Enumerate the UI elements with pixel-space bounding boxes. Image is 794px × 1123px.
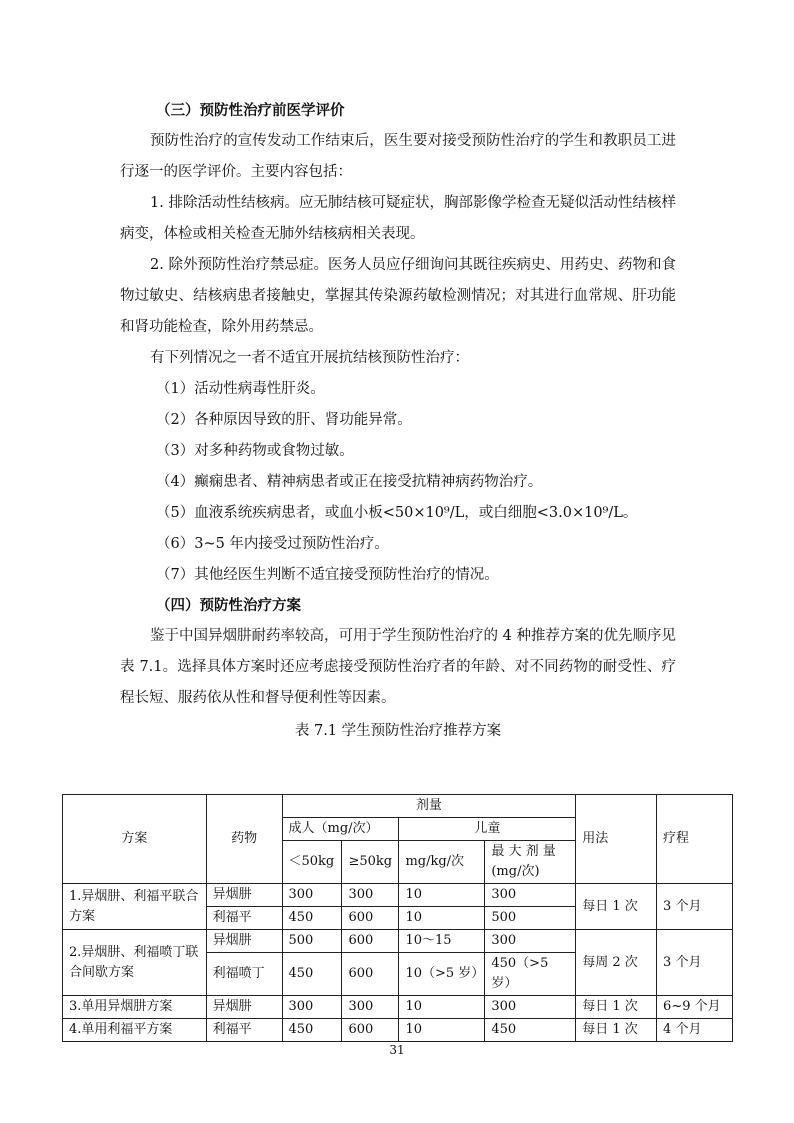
section-heading-3: （三）预防性治疗前医学评价	[156, 103, 345, 119]
table-caption: 表 7.1 学生预防性治疗推荐方案	[294, 723, 502, 739]
list-item: （5）血液系统疾病患者，或血小板<50×10⁹/L，或白细胞<3.0×10⁹/L。	[156, 505, 638, 521]
cell: 300	[282, 884, 342, 907]
row-plan: 2.异烟肼、利福喷丁联合间歇方案	[63, 930, 207, 996]
header-ge50: ≥50kg	[342, 841, 399, 884]
row-plan: 3.单用异烟肼方案	[63, 996, 207, 1019]
header-drug: 药物	[206, 795, 282, 884]
paragraph: 有下列情况之一者不适宜开展抗结核预防性治疗：	[150, 350, 469, 366]
cell: 300	[282, 996, 342, 1019]
row-plan: 4.单用利福平方案	[63, 1019, 207, 1042]
regimen-table	[62, 794, 733, 1042]
cell: 300	[485, 996, 576, 1019]
cell-course: 4 个月	[657, 1019, 733, 1042]
cell: 10～15	[399, 930, 485, 953]
cell: 600	[342, 953, 399, 996]
cell: 300	[342, 996, 399, 1019]
cell: 500	[485, 907, 576, 930]
list-item: （4）癫痫患者、精神病患者或正在接受抗精神病药物治疗。	[156, 474, 543, 490]
cell-drug: 异烟肼	[206, 996, 282, 1019]
cell-course: 3 个月	[657, 884, 733, 930]
cell-drug: 利福喷丁	[206, 953, 282, 996]
list-item: （3）对多种药物或食物过敏。	[156, 443, 354, 459]
row-plan: 1.异烟肼、利福平联合方案	[63, 884, 207, 930]
cell: 300	[342, 884, 399, 907]
cell: 300	[485, 884, 576, 907]
cell-course: 6~9 个月	[657, 996, 733, 1019]
header-lt50: ＜50kg	[282, 841, 342, 884]
header-mgkg: mg/kg/次	[399, 841, 485, 884]
header-child: 儿童	[399, 818, 576, 841]
cell-drug: 利福平	[206, 1019, 282, 1042]
cell-usage: 每周 2 次	[576, 930, 657, 996]
cell: 450	[485, 1019, 576, 1042]
header-plan: 方案	[63, 795, 207, 884]
list-item: （2）各种原因导致的肝、肾功能异常。	[156, 412, 412, 428]
cell: 600	[342, 1019, 399, 1042]
cell-usage: 每日 1 次	[576, 884, 657, 930]
list-item: （6）3~5 年内接受过预防性治疗。	[156, 536, 389, 552]
cell: 10（>5 岁）	[399, 953, 485, 996]
cell: 450	[282, 1019, 342, 1042]
cell: 450（>5 岁）	[485, 953, 576, 996]
header-dose: 剂量	[282, 795, 576, 818]
cell: 500	[282, 930, 342, 953]
header-max: 最 大 剂 量 (mg/次)	[485, 841, 576, 884]
cell: 450	[282, 953, 342, 996]
cell: 450	[282, 907, 342, 930]
cell-course: 3 个月	[657, 930, 733, 996]
cell: 10	[399, 1019, 485, 1042]
cell-drug: 异烟肼	[206, 884, 282, 907]
section-heading-4: （四）预防性治疗方案	[156, 598, 301, 614]
cell: 600	[342, 907, 399, 930]
cell: 10	[399, 884, 485, 907]
paragraph: 2. 除外预防性治疗禁忌症。医务人员应仔细询问其既往疾病史、用药史、药物和食物过敏史、结核病患者接触史，掌握其传染源药敏检测情况；对其进行血常规、肝功能和肾功能检查，除外用药禁忌。	[120, 257, 676, 335]
list-item: （1）活动性病毒性肝炎。	[156, 381, 325, 397]
header-adult: 成人（mg/次）	[282, 818, 399, 841]
cell: 10	[399, 996, 485, 1019]
cell-usage: 每日 1 次	[576, 996, 657, 1019]
list-item: （7）其他经医生判断不适宜接受预防性治疗的情况。	[156, 567, 499, 583]
document-body	[120, 96, 676, 746]
paragraph: 1. 排除活动性结核病。应无肺结核可疑症状，胸部影像学检查无疑似活动性结核样病变，体检或相关检查无肺外结核病相关表现。	[120, 195, 676, 242]
header-usage: 用法	[576, 795, 657, 884]
cell: 600	[342, 930, 399, 953]
page-number: 31	[389, 1043, 405, 1057]
paragraph: 鉴于中国异烟肼耐药率较高，可用于学生预防性治疗的 4 种推荐方案的优先顺序见表 7.1。选择具体方案时还应考虑接受预防性治疗者的年龄、对不同药物的耐受性、疗程长短、服药依从性和督导便利性等因素。	[120, 628, 676, 706]
cell: 300	[485, 930, 576, 953]
cell-drug: 利福平	[206, 907, 282, 930]
cell-usage: 每日 1 次	[576, 1019, 657, 1042]
cell: 10	[399, 907, 485, 930]
paragraph: 预防性治疗的宣传发动工作结束后，医生要对接受预防性治疗的学生和教职员工进行逐一的医学评价。主要内容包括：	[120, 133, 676, 180]
header-course: 疗程	[657, 795, 733, 884]
cell-drug: 异烟肼	[206, 930, 282, 953]
